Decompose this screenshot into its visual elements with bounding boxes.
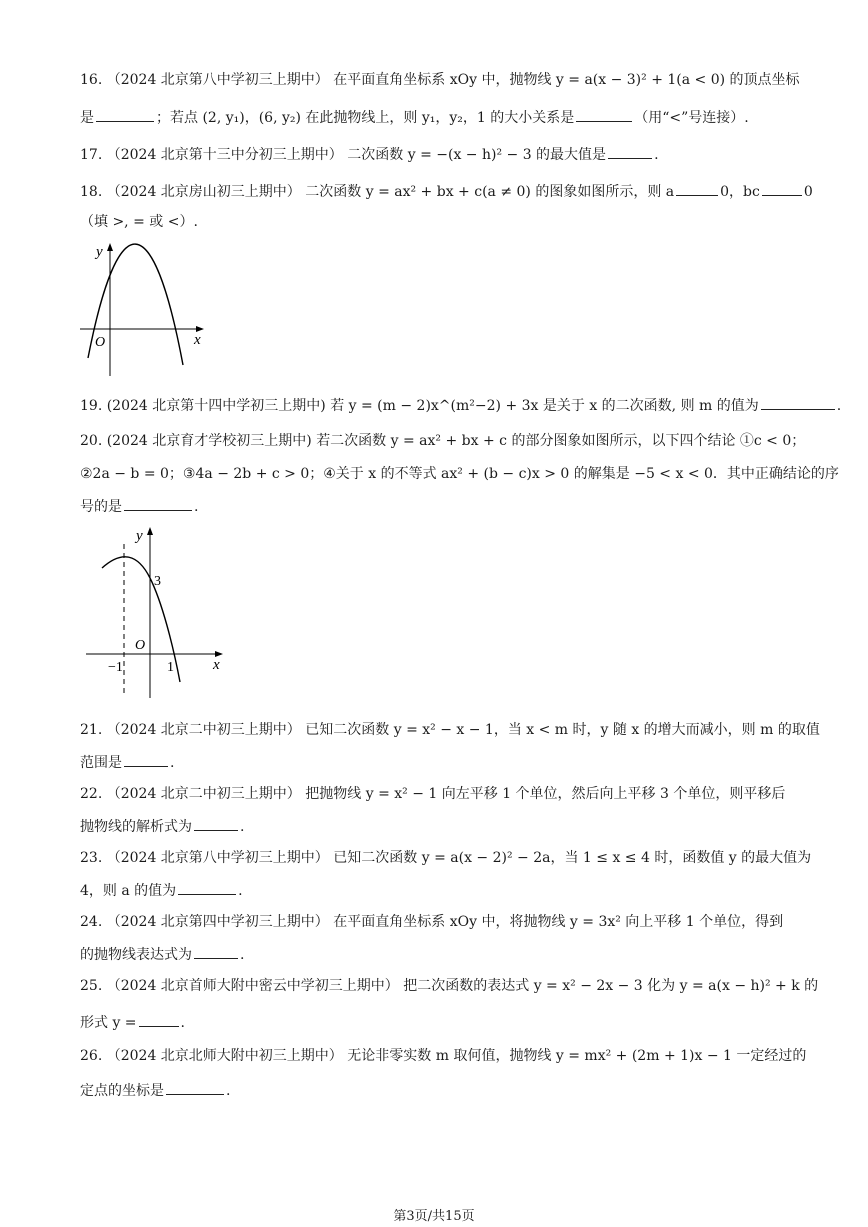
q18-source: （2024 北京房山初三上期中） bbox=[106, 184, 301, 200]
q18-text-1: 二次函数 y = ax² + bx + c(a ≠ 0) 的图象如图所示，则 a bbox=[305, 184, 675, 200]
q22-source: （2024 北京二中初三上期中） bbox=[106, 786, 301, 802]
q20-line1 bbox=[80, 431, 805, 451]
q18-line2 bbox=[80, 212, 198, 232]
q19-answer-blank[interactable] bbox=[761, 395, 835, 410]
q16-text-2b: ；若点 (2, y₁)，(6, y₂) 在此抛物线上，则 y₁，y₂，1 的大小关系是 bbox=[156, 110, 575, 126]
q22-text-2: 抛物线的解析式为 bbox=[80, 819, 192, 835]
q21-answer-blank[interactable] bbox=[124, 752, 168, 767]
q23-end: . bbox=[238, 883, 243, 899]
q24-line2 bbox=[80, 944, 244, 965]
q23-line1 bbox=[80, 848, 811, 868]
q24-source: （2024 北京第四中学初三上期中） bbox=[106, 914, 329, 930]
q21-line2 bbox=[80, 752, 174, 773]
q25-answer-blank[interactable] bbox=[139, 1012, 179, 1027]
q20-answer-blank[interactable] bbox=[124, 496, 192, 511]
q26-text-1: 无论非零实数 m 取何值，抛物线 y = mx² + (2m + 1)x − 1 一定经过的 bbox=[347, 1048, 807, 1064]
q17-number: 17. bbox=[80, 147, 103, 163]
q20-label-3: 3 bbox=[154, 574, 161, 589]
q20-text-2: ②2a − b = 0；③4a − 2b + c > 0；④关于 x 的不等式 ax² + (b − c)x > 0 的解集是 −5 < x < 0．其中正确结论的序 bbox=[80, 466, 839, 482]
q24-text-2: 的抛物线表达式为 bbox=[80, 947, 192, 963]
q25-line1 bbox=[80, 976, 818, 996]
q17-text: 二次函数 y = −(x − h)² − 3 的最大值是 bbox=[347, 147, 607, 163]
q17-line bbox=[80, 144, 659, 165]
q24-text-1: 在平面直角坐标系 xOy 中，将抛物线 y = 3x² 向上平移 1 个单位，得到 bbox=[333, 914, 784, 930]
q18-x-label: x bbox=[194, 332, 201, 348]
q20-label-1: 1 bbox=[167, 660, 174, 675]
q20-graph bbox=[80, 520, 230, 700]
q16-line2 bbox=[80, 107, 749, 128]
q20-origin-label: O bbox=[135, 638, 146, 653]
q18-text-mid: 0，bc bbox=[720, 184, 760, 200]
q23-line2 bbox=[80, 880, 243, 901]
q19-source: (2024 北京第十四中学初三上期中) bbox=[106, 398, 326, 414]
q24-line1 bbox=[80, 912, 783, 932]
q23-text-1: 已知二次函数 y = a(x − 2)² − 2a，当 1 ≤ x ≤ 4 时，函数值 y 的最大值为 bbox=[333, 850, 812, 866]
q20-end: . bbox=[194, 499, 199, 515]
q18-answer-blank-1[interactable] bbox=[676, 181, 718, 196]
q20-source: (2024 北京育才学校初三上期中) bbox=[106, 433, 312, 449]
q21-text-2: 范围是 bbox=[80, 755, 122, 771]
q17-answer-blank[interactable] bbox=[608, 144, 652, 159]
q26-text-2: 定点的坐标是 bbox=[80, 1083, 164, 1099]
q16-text-2a: 是 bbox=[80, 110, 94, 126]
q24-answer-blank[interactable] bbox=[194, 944, 238, 959]
q20-y-label: y bbox=[136, 528, 143, 544]
q18-text-2: （填 >, = 或 <）. bbox=[80, 214, 198, 230]
q16-answer-blank-2[interactable] bbox=[576, 107, 632, 122]
q16-line1 bbox=[80, 70, 800, 90]
q20-x-label: x bbox=[213, 657, 220, 673]
q25-text-1: 把二次函数的表达式 y = x² − 2x − 3 化为 y = a(x − h)² + k 的 bbox=[403, 978, 819, 994]
q22-answer-blank[interactable] bbox=[194, 816, 238, 831]
q25-source: （2024 北京首师大附中密云中学初三上期中） bbox=[106, 978, 399, 994]
q23-answer-blank[interactable] bbox=[178, 880, 236, 895]
q18-line1 bbox=[80, 181, 813, 202]
q23-source: （2024 北京第八中学初三上期中） bbox=[106, 850, 329, 866]
q18-number: 18. bbox=[80, 184, 103, 200]
q26-number: 26. bbox=[80, 1048, 103, 1064]
q20-y-arrow bbox=[147, 527, 153, 535]
q18-y-label: y bbox=[96, 244, 103, 260]
q18-y-arrow bbox=[107, 243, 113, 251]
q21-text-1: 已知二次函数 y = x² − x − 1，当 x < m 时，y 随 x 的增大而减小，则 m 的取值 bbox=[305, 722, 820, 738]
q20-number: 20. bbox=[80, 433, 103, 449]
q26-source: （2024 北京北师大附中初三上期中） bbox=[106, 1048, 343, 1064]
q20-line3 bbox=[80, 496, 198, 517]
page-footer: 第3页/共15页 bbox=[393, 1209, 475, 1224]
q16-source: （2024 北京第八中学初三上期中） bbox=[106, 72, 329, 88]
q22-number: 22. bbox=[80, 786, 103, 802]
q21-line1 bbox=[80, 720, 820, 740]
q21-source: （2024 北京二中初三上期中） bbox=[106, 722, 301, 738]
q21-number: 21. bbox=[80, 722, 103, 738]
q16-answer-blank-1[interactable] bbox=[96, 107, 154, 122]
q26-end: . bbox=[226, 1083, 231, 1099]
q23-number: 23. bbox=[80, 850, 103, 866]
q19-end: . bbox=[836, 398, 842, 414]
q20-text-3: 号的是 bbox=[80, 499, 122, 515]
q20-label-neg1: −1 bbox=[108, 660, 123, 675]
q26-line1 bbox=[80, 1046, 806, 1066]
q26-line2 bbox=[80, 1080, 230, 1101]
q24-end: . bbox=[240, 947, 245, 963]
q21-end: . bbox=[170, 755, 175, 771]
q25-line2 bbox=[80, 1012, 185, 1033]
q25-end: . bbox=[180, 1015, 185, 1031]
q25-number: 25. bbox=[80, 978, 103, 994]
q19-text: 若 y = (m − 2)x^(m²−2) + 3x 是关于 x 的二次函数, 则 m 的值为 bbox=[330, 398, 759, 414]
q18-text-end: 0 bbox=[803, 184, 813, 200]
q22-line1 bbox=[80, 784, 785, 804]
q18-origin-label: O bbox=[95, 335, 106, 350]
q22-line2 bbox=[80, 816, 244, 837]
q20-line2 bbox=[80, 464, 839, 484]
q19-line bbox=[80, 395, 841, 416]
q26-answer-blank[interactable] bbox=[166, 1080, 224, 1095]
q22-end: . bbox=[240, 819, 245, 835]
q16-number: 16. bbox=[80, 72, 103, 88]
q17-end: . bbox=[654, 147, 659, 163]
q16-text-1: 在平面直角坐标系 xOy 中，抛物线 y = a(x − 3)² + 1(a < 0) 的顶点坐标 bbox=[333, 72, 800, 88]
q18-graph bbox=[78, 240, 218, 380]
q23-text-2: 4，则 a 的值为 bbox=[80, 883, 177, 899]
q22-text-1: 把抛物线 y = x² − 1 向左平移 1 个单位，然后向上平移 3 个单位，则平移后 bbox=[305, 786, 786, 802]
q20-text-1: 若二次函数 y = ax² + bx + c 的部分图象如图所示，以下四个结论 ①c < 0； bbox=[316, 433, 806, 449]
q19-number: 19. bbox=[80, 398, 103, 414]
q18-answer-blank-2[interactable] bbox=[762, 181, 802, 196]
q25-text-2: 形式 y = bbox=[80, 1015, 137, 1031]
q17-source: （2024 北京第十三中分初三上期中） bbox=[106, 147, 343, 163]
q16-text-2c: （用“<”号连接）. bbox=[634, 110, 749, 126]
q24-number: 24. bbox=[80, 914, 103, 930]
